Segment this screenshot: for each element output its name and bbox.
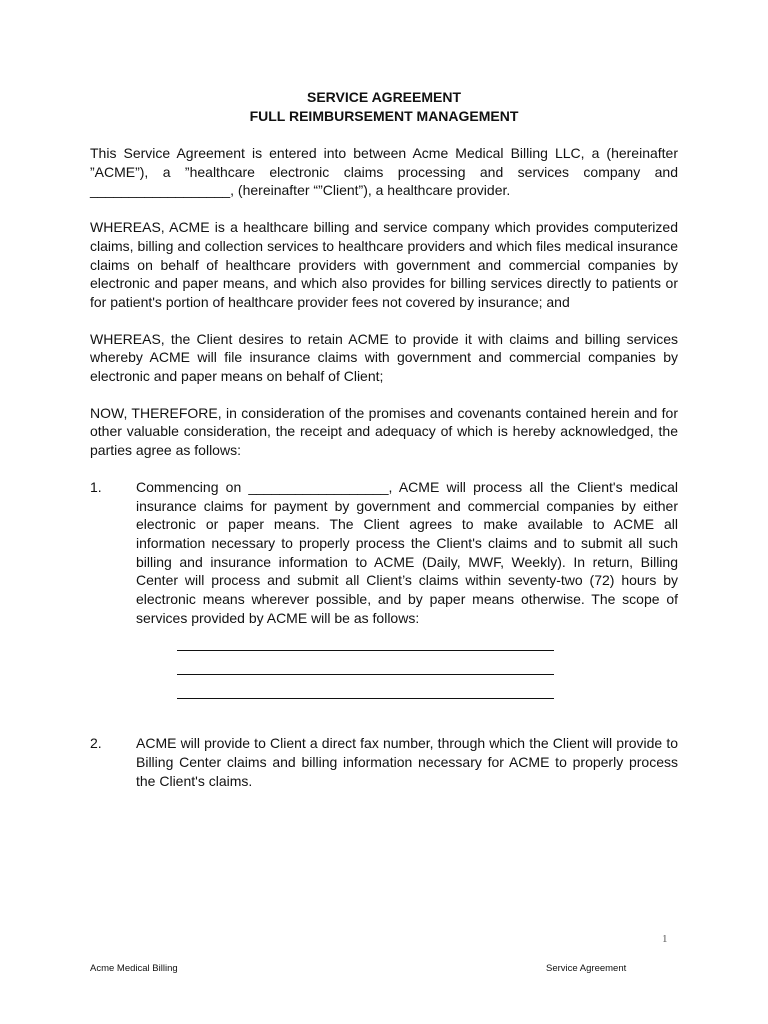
page-number: 1 <box>662 933 668 945</box>
footer-left: Acme Medical Billing <box>90 963 178 974</box>
clause-2-number: 2. <box>90 735 102 752</box>
now-therefore-paragraph: NOW, THEREFORE, in consideration of the promises and covenants contained herein and for other valuable consideration, the receipt and adequacy of which is hereby acknowledged, the parties agree as follows: <box>90 404 678 459</box>
intro-paragraph: This Service Agreement is entered into between Acme Medical Billing LLC, a (hereinafter ”ACME”), a ”healthcare electronic claims processing and services company and __________________, (hereinafter “”Client”), a healthcare provider. <box>90 145 678 199</box>
clause-1-number: 1. <box>90 478 102 495</box>
scope-blank-line-2 <box>177 674 554 675</box>
clause-1 <box>90 478 678 713</box>
whereas-paragraph-2: WHEREAS, the Client desires to retain ACME to provide it with claims and billing services whereby ACME will file insurance claims with government and commercial companies by electronic and paper means on behalf of Client; <box>90 330 678 385</box>
document-body <box>90 88 678 809</box>
clause-1-text: Commencing on __________________, ACME will process all the Client's medical insurance claims for payment by government and commercial companies by either electronic or paper means. The Client agrees to make available to ACME all information necessary to properly process the Client's claims and to submit all such billing and insurance information to ACME (Daily, MWF, Weekly). In return, Billing Center will process and submit all Client’s claims within seventy-two (72) hours by electronic means wherever possible, and by paper means otherwise. The scope of services provided by ACME will be as follows: <box>136 478 678 626</box>
clause-1-body <box>136 478 678 713</box>
document-subtitle: FULL REIMBURSEMENT MANAGEMENT <box>249 108 519 124</box>
scope-blank-lines <box>177 650 678 699</box>
scope-blank-line-1 <box>177 650 554 651</box>
scope-blank-line-3 <box>177 698 554 699</box>
document-title: SERVICE AGREEMENT <box>306 89 462 105</box>
footer-right: Service Agreement <box>546 963 627 974</box>
clause-2-text: ACME will provide to Client a direct fax number, through which the Client will provide to Billing Center claims and billing information necessary for ACME to properly process the Client's claims. <box>136 735 678 789</box>
whereas-paragraph-1: WHEREAS, ACME is a healthcare billing and service company which provides computerized claims, billing and collection services to healthcare providers and which files medical insurance claims on behalf of healthcare providers with government and commercial companies by electronic and paper means, and which also provides for billing services directly to patients or for patient's portion of healthcare provider fees not covered by insurance; and <box>90 219 678 310</box>
clause-2 <box>90 734 678 790</box>
title-block <box>90 88 678 126</box>
